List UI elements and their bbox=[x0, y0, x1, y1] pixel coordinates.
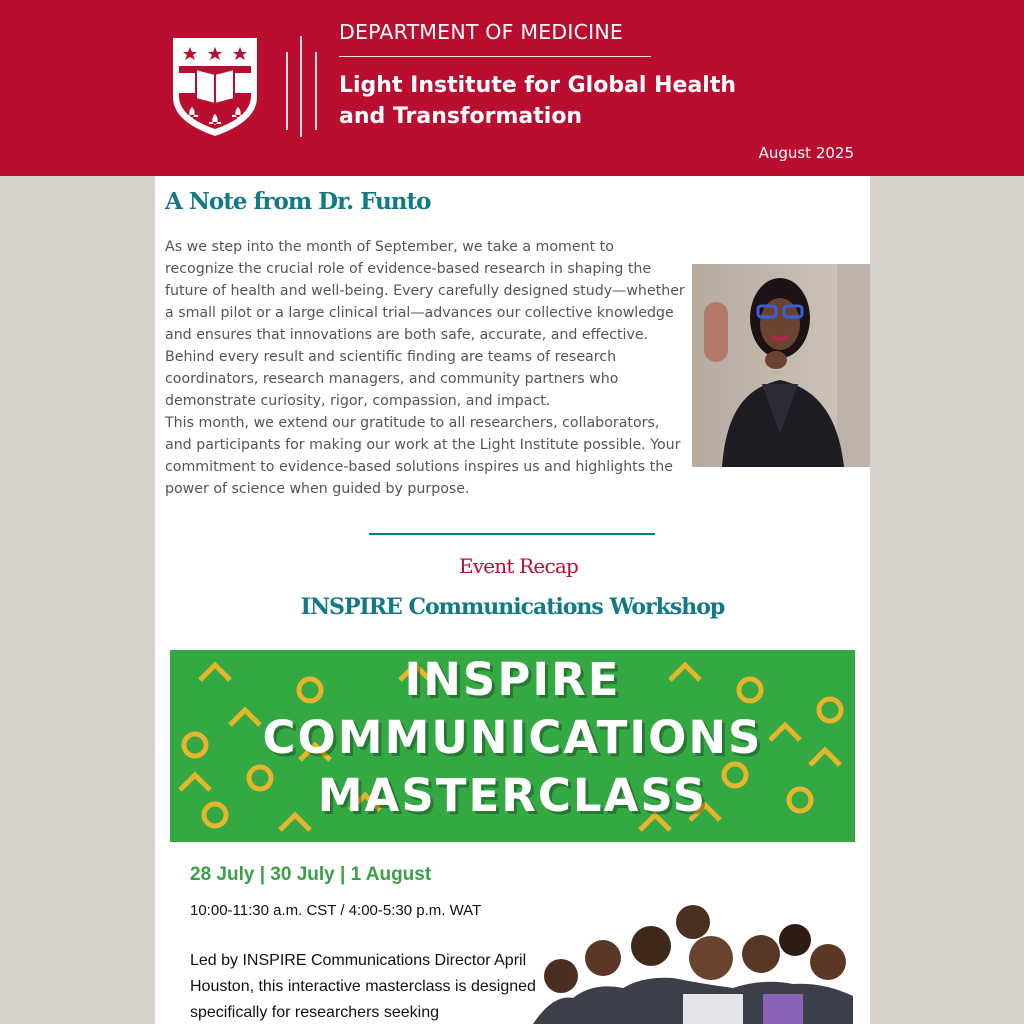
institute-name: Light Institute for Global Health and Transformation bbox=[339, 73, 737, 129]
event-recap-label: Event Recap bbox=[458, 554, 579, 578]
header-divider bbox=[286, 52, 288, 130]
event-time: 10:00-11:30 a.m. CST / 4:00-5:30 p.m. WAT bbox=[190, 902, 482, 919]
event-dates: 28 July | 30 July | 1 August bbox=[190, 864, 432, 885]
banner-line: INSPIRE bbox=[404, 653, 621, 706]
participants-photo bbox=[533, 898, 853, 1024]
note-heading: A Note from Dr. Funto bbox=[165, 188, 431, 215]
department-rule bbox=[339, 56, 651, 57]
newsletter-header bbox=[0, 0, 1024, 176]
newsletter-body bbox=[155, 176, 870, 1024]
header-divider bbox=[315, 52, 317, 130]
note-paragraph: As we step into the month of September, we take a moment to recognize the crucial role of evidence-based research in shaping the future of health and well-being. Every carefully designed study—whether a small pilot or a large clinical trial—advances our collective knowledge and ensures that innovations are both safe, accurate, and effective. Behind every result and scientific finding are teams of research coordinators, research managers, and community partners who demonstrate curiosity, rigor, compassion, and impact. bbox=[165, 239, 685, 409]
event-description: Led by INSPIRE Communications Director April Houston, this interactive masterclass is designed specifically for researchers seeking bbox=[190, 952, 536, 1021]
issue-date: August 2025 bbox=[758, 144, 854, 162]
header-divider bbox=[300, 36, 302, 137]
masterclass-banner bbox=[170, 650, 855, 842]
banner-line: MASTERCLASS bbox=[317, 769, 708, 822]
dr-funto-portrait bbox=[692, 264, 870, 467]
university-shield-logo bbox=[170, 35, 260, 138]
section-separator bbox=[369, 533, 655, 535]
banner-line: COMMUNICATIONS bbox=[262, 711, 763, 764]
note-text bbox=[165, 236, 685, 500]
department-name: DEPARTMENT OF MEDICINE bbox=[339, 20, 624, 44]
banner-title bbox=[170, 650, 855, 825]
event-title: INSPIRE Communications Workshop bbox=[300, 594, 725, 620]
note-paragraph: This month, we extend our gratitude to all researchers, collaborators, and participants for making our work at the Light Institute possible. Your commitment to evidence-based solutions inspires us and highlights the power of science when guided by purpose. bbox=[165, 415, 681, 497]
